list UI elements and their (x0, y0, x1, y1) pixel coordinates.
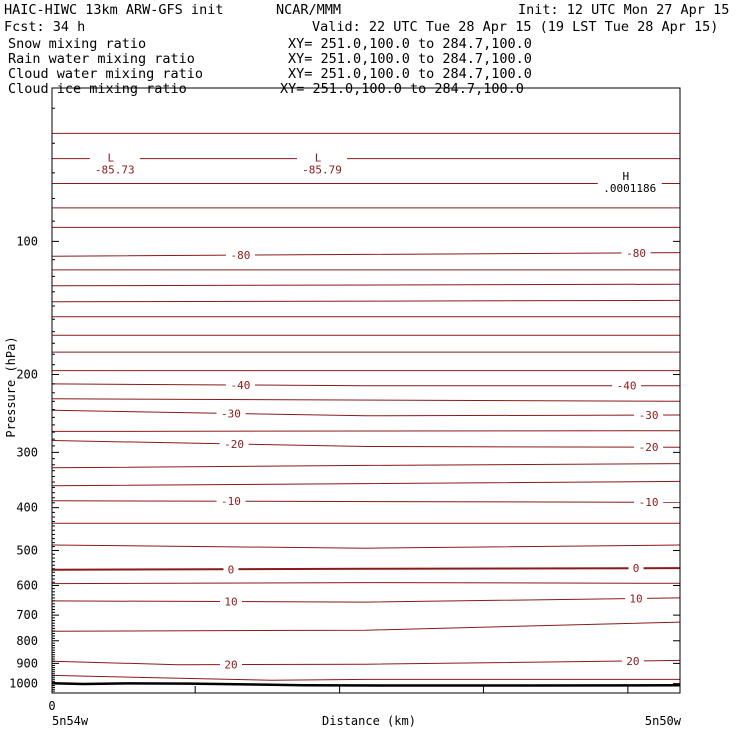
plot-area (9, 88, 680, 693)
extremum-value: -85.79 (302, 163, 342, 177)
x-left-label: 5n54w (52, 714, 89, 728)
isotherm-lines (52, 133, 680, 680)
isotherm-line (52, 284, 680, 286)
isotherm-line (52, 481, 680, 485)
legend-xy-cloud-water: XY= 251.0,100.0 to 284.7,100.0 (288, 66, 532, 82)
y-tick-label: 200 (16, 367, 38, 382)
isotherm-labels (216, 247, 663, 672)
extrema-labels (90, 149, 662, 196)
y-tick-label: 300 (16, 445, 38, 460)
extremum-symbol: L (107, 151, 115, 165)
isotherm-value-label: -10 (221, 495, 241, 509)
isotherm-line (52, 660, 680, 664)
x-origin-label: 0 (48, 699, 56, 713)
x-axis (195, 686, 628, 693)
isotherm-line (52, 441, 680, 448)
isotherm-value-label: 20 (626, 654, 640, 668)
isotherm-value-label: 0 (227, 563, 235, 577)
y-tick-label: 400 (16, 500, 38, 515)
extremum-symbol: H (622, 170, 630, 184)
extremum-symbol: L (314, 151, 322, 165)
isotherm-line (52, 431, 680, 432)
isotherm-line (52, 545, 680, 548)
x-right-label: 5n50w (644, 714, 681, 728)
isotherm-line (52, 384, 680, 386)
legend-name-cloud-ice: Cloud ice mixing ratio (8, 81, 187, 97)
forecast-hour: Fcst: 34 h (4, 19, 86, 35)
legend-name-cloud-water: Cloud water mixing ratio (8, 66, 204, 82)
legend-name-snow: Snow mixing ratio (8, 36, 147, 52)
isotherm-value-label: -30 (638, 409, 659, 423)
isotherm-line (52, 622, 680, 631)
isotherm-line (52, 410, 680, 416)
y-tick-label: 1000 (9, 676, 38, 691)
isotherm-line (52, 399, 680, 402)
isotherm-value-label: -20 (638, 441, 659, 455)
isotherm-line (52, 675, 680, 680)
x-axis-label: Distance (km) (322, 714, 416, 728)
legend-xy-rain: XY= 251.0,100.0 to 284.7,100.0 (288, 51, 532, 67)
valid-time: Valid: 22 UTC Tue 28 Apr 15 (19 LST Tue 28 Apr 15) (312, 19, 719, 35)
y-tick-label: 600 (16, 578, 38, 593)
isotherm-line (52, 583, 680, 584)
y-tick-label: 700 (16, 608, 38, 623)
y-tick-label: 500 (16, 543, 38, 558)
isotherm-value-label: -80 (230, 249, 251, 263)
isotherm-value-label: -30 (221, 407, 241, 421)
isotherm-value-label: 10 (224, 595, 238, 609)
isotherm-value-label: -20 (224, 438, 245, 452)
organization-label: NCAR/MMM (276, 2, 342, 18)
isotherm-value-label: 10 (629, 592, 643, 606)
extremum-value: .0001186 (603, 182, 657, 196)
isotherm-line (52, 501, 680, 503)
isotherm-line (52, 253, 680, 257)
model-title: HAIC-HIWC 13km ARW-GFS init (4, 2, 224, 18)
y-axis-label: Pressure (hPa) (4, 336, 18, 438)
terrain-surface-line (52, 683, 680, 685)
legend-name-rain: Rain water mixing ratio (8, 51, 195, 67)
legend-xy-snow: XY= 251.0,100.0 to 284.7,100.0 (288, 36, 532, 52)
isotherm-value-label: 20 (224, 658, 238, 672)
isotherm-value-label: -80 (626, 246, 646, 260)
isotherm-line (52, 598, 680, 602)
isotherm-value-label: 0 (632, 562, 640, 576)
isotherm-value-label: -40 (230, 378, 251, 392)
isotherm-line (52, 300, 680, 301)
isotherm-value-label: -40 (616, 379, 637, 393)
isotherm-line (52, 464, 680, 468)
y-tick-label: 800 (16, 633, 38, 648)
isotherm-line (52, 568, 680, 570)
extremum-value: -85.73 (94, 163, 135, 177)
init-time: Init: 12 UTC Mon 27 Apr 15 (518, 2, 730, 18)
y-tick-label: 100 (16, 234, 38, 249)
isotherm-value-label: -10 (638, 496, 659, 510)
y-tick-label: 900 (16, 656, 38, 671)
legend-xy-cloud-ice: XY= 251.0,100.0 to 284.7,100.0 (280, 81, 524, 97)
